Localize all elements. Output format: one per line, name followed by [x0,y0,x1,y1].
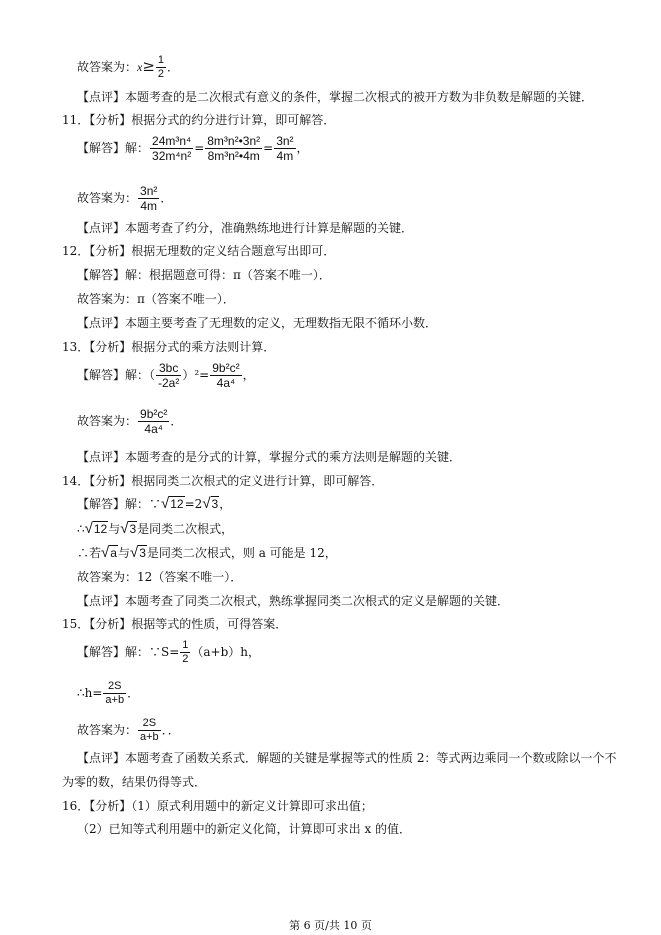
therefore-symbol: ∴h= [77,686,103,700]
fraction-3 [274,134,295,163]
solution-15 [77,639,260,666]
var-x: x [137,60,143,74]
answer-line-11 [77,184,172,213]
comment-11: 【点评】本题考查了约分，准确熟练地进行计算是解题的关键． [77,221,414,235]
comment-14: 【点评】本题考查了同类二次根式，熟练掌握同类二次根式的定义是解题的关键． [77,594,510,608]
denominator: 4a⁴ [210,375,241,390]
denominator: 4a⁴ [138,421,169,436]
therefore-h [77,680,139,707]
numerator: 2S [142,717,157,729]
fraction-half [156,54,166,81]
fraction-1 [156,361,181,390]
numerator: 8m³n²•3n² [207,134,261,148]
equals: = [194,141,205,155]
answer-line-15 [77,717,180,744]
equals: = [263,141,274,155]
fraction-2 [205,134,262,163]
fraction [138,717,161,744]
fraction-half [180,639,190,666]
formula-rest: （a+b）h， [191,645,261,659]
sqrt-3: √3 [120,520,137,537]
answer-label: 故答案为： [77,60,138,74]
denominator: 2 [182,653,189,665]
solution-label: 【解答】解：∵S= [77,645,180,659]
denominator: -2a² [158,376,180,390]
denominator: 32m⁴n² [152,149,192,163]
radicand: 12 [93,522,108,536]
denominator: a+b [105,694,125,706]
numerator: 1 [157,54,165,66]
denominator: a+b [140,731,159,743]
numerator: 24m³n⁴ [152,134,192,148]
numerator: 3n² [276,134,294,148]
comment-10: 【点评】本题考查的是二次根式有意义的条件，掌握二次根式的被开方数为非负数是解题的关键． [77,90,594,104]
numerator: 9b²c² [140,407,168,421]
and-text: 与 [108,522,121,536]
comment-15-line-1: 【点评】本题考查了函数关系式．解题的关键是掌握等式的性质 2：等式两边乘同一个数或除以一个不 [77,751,617,765]
geq-symbol: ≥ [142,57,155,75]
therefore-symbol: ∴ [77,522,85,536]
fraction [103,680,126,707]
therefore-line-1 [77,521,233,537]
sqrt-12: √12 [161,495,184,512]
punct: ． [127,686,140,700]
sqrt-3: √3 [202,495,219,512]
analysis-13: 13．【分析】根据分式的乘方法则计算． [62,340,276,354]
analysis-12: 12．【分析】根据无理数的定义结合题意写出即可． [62,244,336,258]
numerator: 3n² [140,184,158,198]
punct: ． [170,414,183,428]
solution-label: 【解答】解：∵ [77,497,162,511]
answer-label: 故答案为： [77,723,138,737]
denominator: 2 [157,68,165,80]
fraction-2 [210,361,241,390]
equals-two: =2 [184,497,203,511]
solution-13 [77,361,255,390]
answer-line-12: 故答案为：π（答案不唯一）． [77,292,235,306]
sqrt-a: √a [101,544,117,561]
and-text: 与 [117,546,130,560]
analysis-16: 16．【分析】（1）原式利用题中的新定义计算即可求出值； [62,799,373,813]
radicand: 3 [129,522,137,536]
comment-12: 【点评】本题主要考查了无理数的定义，无理数指无限不循环小数． [77,316,438,330]
statement: 是同类二次根式，则 a 可能是 12， [146,546,337,560]
solution-label: 【解答】解：（ [77,368,156,382]
page-footer: 第 6 页/共 10 页 [289,919,372,932]
radicand: 3 [211,497,219,511]
solution-label: 【解答】解： [77,141,150,155]
answer-label: 故答案为： [77,414,138,428]
analysis-11: 11．【分析】根据分式的约分进行计算，即可解答． [62,113,336,127]
comment-13: 【点评】本题考查的是分式的计算，掌握分式的乘方法则是解题的关键． [77,450,462,464]
numerator: 3bc [159,361,179,375]
numerator: 2S [108,680,122,692]
punct: ， [296,141,309,155]
sqrt-12: √12 [84,520,108,537]
punct: ．． [161,723,180,737]
power-equals: ）²= [182,368,210,382]
therefore-if: ∴若 [77,546,102,560]
numerator: 9b²c² [212,361,240,375]
solution-11 [77,134,309,163]
answer-line-14: 故答案为：12（答案不唯一）． [77,570,243,584]
denominator: 4m [138,198,159,213]
solution-14 [77,496,231,512]
radicand: a [110,546,117,560]
punct: ， [219,497,232,511]
comment-15-line-2: 为零的数，结果仍得等式． [62,775,207,789]
denominator: 8m³n²•4m [205,148,262,163]
punct: ． [160,191,173,205]
solution-12: 【解答】解：根据题意可得：π（答案不唯一）． [77,268,331,282]
fraction [138,407,169,436]
numerator: 1 [182,639,189,651]
answer-line-10 [77,54,179,81]
punct: ， [242,368,255,382]
statement: 是同类二次根式， [137,522,234,536]
denominator: 4m [274,148,295,163]
sqrt-3: √3 [129,544,146,561]
radicand: 12 [170,497,184,511]
analysis-14: 14．【分析】根据同类二次根式的定义进行计算，即可解答． [62,474,384,488]
punct: ． [167,60,180,74]
therefore-line-2 [77,545,337,561]
radicand: 3 [139,546,146,560]
answer-label: 故答案为： [77,191,138,205]
analysis-15: 15．【分析】根据等式的性质，可得答案． [62,617,288,631]
analysis-16-part-2: （2）已知等式利用题中的新定义化简，计算即可求出 x 的值． [77,822,412,836]
fraction [138,184,159,213]
fraction-1 [150,134,193,163]
answer-line-13 [77,407,182,436]
